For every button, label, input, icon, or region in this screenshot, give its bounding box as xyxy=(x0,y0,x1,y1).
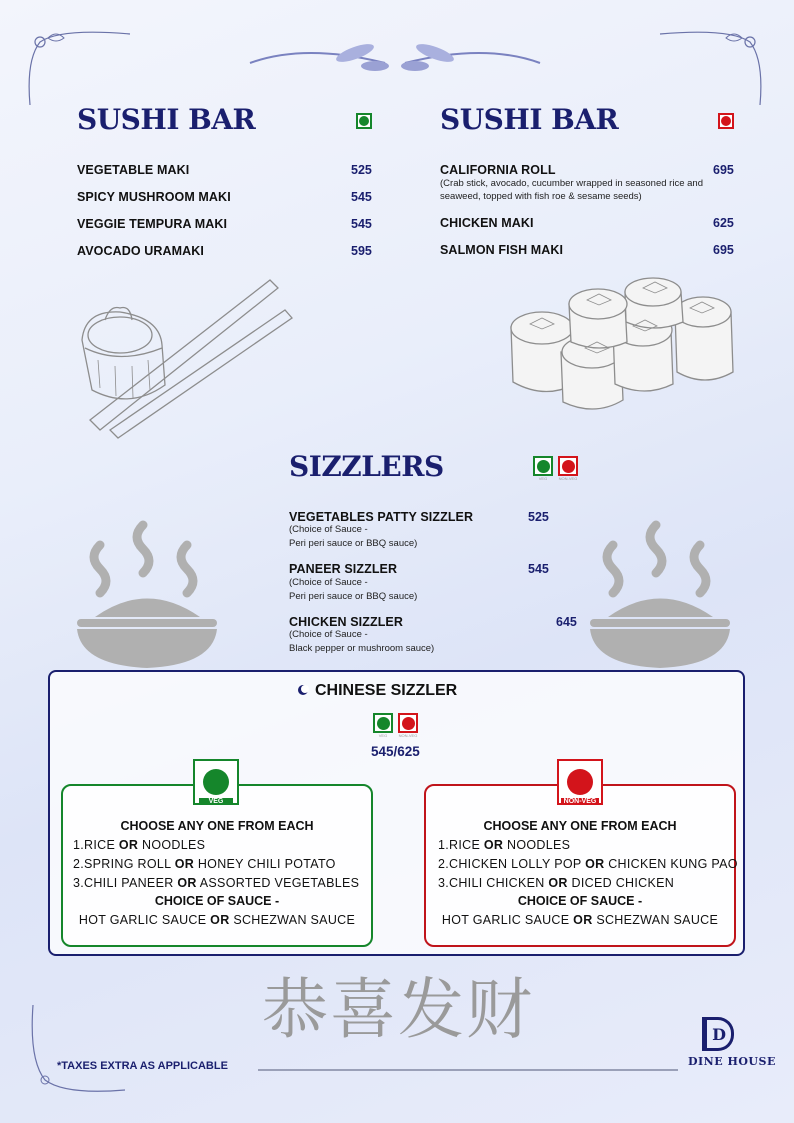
corner-ornament-top-right xyxy=(650,20,770,110)
veg-indicator-icon xyxy=(533,456,553,476)
option-line: 2.CHICKEN LOLLY POP OR CHICKEN KUNG PAO xyxy=(438,857,738,871)
nonveg-indicator xyxy=(558,456,578,481)
nonveg-tag: NON-VEG xyxy=(398,733,418,738)
nonveg-badge xyxy=(557,759,603,805)
veg-dot-icon xyxy=(203,769,229,795)
menu-item-price: 595 xyxy=(351,244,372,258)
sushi-nonveg-title: SUSHI BAR xyxy=(440,103,619,136)
nonveg-sauce-options: HOT GARLIC SAUCE OR SCHEZWAN SAUCE xyxy=(441,913,719,927)
veg-badge xyxy=(193,759,239,805)
option-line: 1.RICE OR NOODLES xyxy=(438,838,571,852)
veg-indicator-icon xyxy=(356,113,372,129)
menu-item-description: (Crab stick, avocado, cucumber wrapped in seasoned rice and seaweed, topped with fish roe & sesame seeds) xyxy=(440,178,703,202)
chinese-diet-indicators xyxy=(373,713,418,738)
menu-item-name: VEGETABLES PATTY SIZZLER xyxy=(289,510,474,524)
nonveg-sauce-heading: CHOICE OF SAUCE - xyxy=(517,894,643,908)
menu-item-price: 625 xyxy=(713,216,734,230)
menu-item-name: PANEER SIZZLER xyxy=(289,562,398,576)
steaming-bowl-icon xyxy=(75,515,220,670)
veg-combo-options xyxy=(73,836,359,893)
veg-combo-heading: CHOOSE ANY ONE FROM EACH xyxy=(120,819,314,833)
nonveg-indicator-icon xyxy=(718,113,734,129)
menu-item-description: Black pepper or mushroom sauce) xyxy=(289,643,435,654)
chinese-sizzler-title: CHINESE SIZZLER xyxy=(315,682,458,699)
veg-indicator xyxy=(533,456,553,481)
menu-item-price: 545 xyxy=(351,190,372,204)
veg-indicator-icon xyxy=(373,713,393,733)
brand-logo-letter: D xyxy=(712,1024,726,1044)
veg-sauce-options: HOT GARLIC SAUCE OR SCHEZWAN SAUCE xyxy=(78,913,356,927)
menu-item-price: 695 xyxy=(713,163,734,177)
option-line: 3.CHILI CHICKEN OR DICED CHICKEN xyxy=(438,876,675,890)
veg-badge-label: VEG xyxy=(199,798,234,805)
sizzlers-diet-indicators xyxy=(533,456,578,481)
option-line: 1.RICE OR NOODLES xyxy=(73,838,206,852)
menu-item-description: Peri peri sauce or BBQ sauce) xyxy=(289,538,418,549)
sushi-veg-title: SUSHI BAR xyxy=(77,103,256,136)
nonveg-combo-heading: CHOOSE ANY ONE FROM EACH xyxy=(483,819,677,833)
moon-bullet-icon xyxy=(297,684,309,696)
option-line: 3.CHILI PANEER OR ASSORTED VEGETABLES xyxy=(73,876,360,890)
nonveg-tag: NON-VEG xyxy=(558,476,578,481)
sushi-chopsticks-illustration xyxy=(70,270,300,445)
nonveg-dot-icon xyxy=(567,769,593,795)
menu-item-name: VEGGIE TEMPURA MAKI xyxy=(77,217,228,231)
menu-item-name: CHICKEN SIZZLER xyxy=(289,615,403,629)
nonveg-indicator-icon xyxy=(398,713,418,733)
menu-item-name: SPICY MUSHROOM MAKI xyxy=(77,190,231,204)
menu-item-price: 545 xyxy=(351,217,372,231)
chinese-sizzler-price: 545/625 xyxy=(371,744,420,759)
menu-item-name: AVOCADO URAMAKI xyxy=(77,244,204,258)
brand-name: DINE HOUSE xyxy=(688,1055,776,1068)
nonveg-combo-options xyxy=(438,836,738,893)
menu-item-name: VEGETABLE MAKI xyxy=(77,163,190,177)
corner-ornament-bottom-left xyxy=(25,1000,135,1100)
veg-indicator xyxy=(373,713,393,738)
footer-divider xyxy=(258,1069,678,1071)
menu-item-name: SALMON FISH MAKI xyxy=(440,243,564,257)
menu-item-price: 695 xyxy=(713,243,734,257)
menu-item-price: 545 xyxy=(528,562,549,576)
menu-item-price: 525 xyxy=(351,163,372,177)
menu-item-name: CALIFORNIA ROLL xyxy=(440,163,556,177)
option-line: 2.SPRING ROLL OR HONEY CHILI POTATO xyxy=(73,857,336,871)
sizzlers-title: SIZZLERS xyxy=(289,450,444,483)
sushi-rolls-illustration xyxy=(505,272,745,412)
veg-tag: VEG xyxy=(538,476,548,481)
menu-item-description: (Choice of Sauce - xyxy=(289,524,368,535)
veg-sauce-heading: CHOICE OF SAUCE - xyxy=(154,894,280,908)
nonveg-badge-label: NON-VEG xyxy=(561,798,600,805)
menu-item-price: 525 xyxy=(528,510,549,524)
menu-item-name: CHICKEN MAKI xyxy=(440,216,534,230)
top-leaf-ornament xyxy=(245,38,545,78)
chinese-greeting-text: 恭喜发财 xyxy=(262,971,534,1048)
steaming-bowl-icon xyxy=(588,515,733,670)
veg-tag: VEG xyxy=(378,733,388,738)
menu-item-description: (Choice of Sauce - xyxy=(289,577,368,588)
taxes-note: *TAXES EXTRA AS APPLICABLE xyxy=(57,1060,228,1072)
corner-ornament-top-left xyxy=(20,20,140,110)
menu-item-description: Peri peri sauce or BBQ sauce) xyxy=(289,591,418,602)
nonveg-indicator xyxy=(398,713,418,738)
menu-item-description: (Choice of Sauce - xyxy=(289,629,368,640)
nonveg-indicator-icon xyxy=(558,456,578,476)
brand-logo-icon xyxy=(702,1017,734,1051)
menu-item-price: 645 xyxy=(556,615,577,629)
